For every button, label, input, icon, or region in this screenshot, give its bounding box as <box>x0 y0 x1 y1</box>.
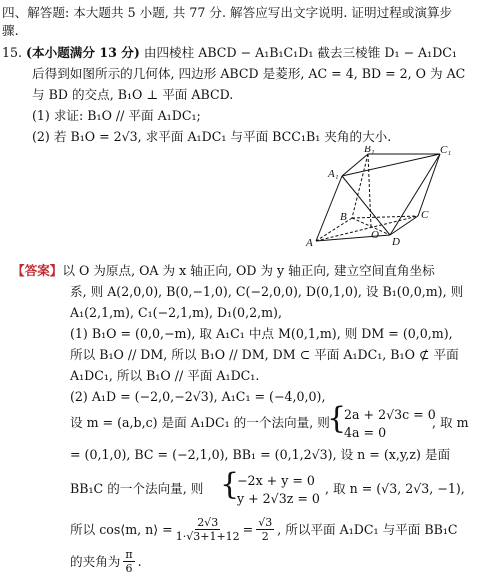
edge-A1C1 <box>342 154 440 176</box>
label-A1: A₁ <box>328 168 339 180</box>
system-brace-2: { <box>220 467 240 502</box>
fraction-2-numerator: √3 <box>258 516 273 529</box>
geometry-figure <box>300 146 480 250</box>
problem-number: 15. <box>2 45 23 60</box>
edge-CD <box>390 216 418 235</box>
fraction-1-numerator: 2√3 <box>197 516 219 529</box>
answer-line-11 <box>70 516 458 543</box>
label-B1: B₁ <box>364 146 375 155</box>
answer-text-12b: . <box>137 554 142 569</box>
system-2-eq-b: y + 2√3z = 0 <box>237 491 320 506</box>
edge-C1D <box>390 154 440 235</box>
fraction-2-denominator: 2 <box>261 530 269 543</box>
edge-A1D <box>342 176 390 235</box>
answer-line-8a: 设 m = (a,b,c) 是面 A₁DC₁ 的一个法向量, 则 <box>70 415 330 430</box>
answer-line-6: A₁DC₁, 所以 B₁O // 平面 A₁DC₁. <box>70 368 260 383</box>
answer-tag: 【答案】 <box>12 263 63 278</box>
answer-line-3: A₁(2,1,m), C₁(−2,1,m), D₁(0,2,m), <box>70 305 282 320</box>
fraction-2 <box>256 516 274 543</box>
answer-line-9: = (0,1,0), BC = (−2,1,0), BB₁ = (0,1,2√3), 设 n = (x,y,z) 是面 <box>70 447 451 462</box>
edge-B1O <box>368 154 371 227</box>
system-2-eq-a: −2x + y = 0 <box>237 473 315 488</box>
label-D: D <box>392 236 400 248</box>
system-1-eq-a: 2a + 2√3c = 0 <box>344 407 436 422</box>
answer-text-11c: , 所以平面 A₁DC₁ 与平面 BB₁C <box>277 522 458 537</box>
edge-AA1 <box>316 176 342 241</box>
edge-BC <box>352 216 418 218</box>
answer-line-10b: , 取 n = (√3, 2√3, −1), <box>325 481 465 496</box>
problem-line-2: 后得到如图所示的几何体, 四边形 ABCD 是菱形, AC = 4, BD = 2, O 为 AC <box>32 66 466 81</box>
edge-B1B <box>352 154 368 218</box>
answer-line-8b: , 取 m <box>432 415 469 430</box>
fraction-1 <box>176 516 240 543</box>
label-C1: C₁ <box>440 146 452 156</box>
label-O: O <box>371 229 379 241</box>
problem-text-1: 由四棱柱 ABCD − A₁B₁C₁D₁ 截去三棱锥 D₁ − A₁DC₁ <box>143 45 457 60</box>
problem-line-3: 与 BD 的交点, B₁O ⊥ 平面 ABCD. <box>32 87 234 102</box>
section-header: 四、解答题: 本大题共 5 小题, 共 77 分. 解答应写出文字说明. 证明过程或演算步 <box>2 5 453 20</box>
equals-sign: = <box>242 522 254 537</box>
problem-line-1 <box>2 44 457 61</box>
cos-label: 所以 cos⟨m, n⟩ = <box>70 522 173 537</box>
answer-line-4: (1) B₁O = (0,0,−m), 取 A₁C₁ 中点 M(0,1,m), 则 DM = (0,0,m), <box>70 326 453 341</box>
system-1-eq-b: 4a = 0 <box>344 425 387 440</box>
answer-line-12 <box>70 548 142 575</box>
fraction-3-numerator: π <box>125 548 133 561</box>
question-2: (2) 若 B₁O = 2√3, 求平面 A₁DC₁ 与平面 BCC₁B₁ 夹角的大小. <box>32 129 392 144</box>
label-A: A <box>306 237 313 249</box>
answer-line-5: 所以 B₁O // DM, 所以 B₁O // DM, DM ⊂ 平面 A₁DC₁, B₁O ⊄ 平面 <box>70 347 459 362</box>
answer-line-1 <box>12 262 435 279</box>
answer-line-10a: BB₁C 的一个法向量, 则 <box>70 481 204 496</box>
system-brace-1: { <box>327 401 347 436</box>
answer-line-7: (2) A₁D = (−2,0,−2√3), A₁C₁ = (−4,0,0), <box>70 389 326 404</box>
section-header-cont: 骤. <box>2 23 19 38</box>
fraction-3 <box>123 548 134 575</box>
label-B: B <box>340 211 347 223</box>
label-C: C <box>421 209 429 221</box>
fraction-3-denominator: 6 <box>125 562 133 575</box>
fraction-1-denominator: 1·√3+1+12 <box>175 530 240 543</box>
question-1: (1) 求证: B₁O // 平面 A₁DC₁; <box>32 108 201 123</box>
answer-text-12a: 的夹角为 <box>70 554 121 569</box>
answer-line-2: 系, 则 A(2,0,0), B(0,−1,0), C(−2,0,0), D(0,1,0), 设 B₁(0,0,m), 则 <box>70 284 464 299</box>
answer-text-1: 以 O 为原点, OA 为 x 轴正向, OD 为 y 轴正向, 建立空间直角坐标 <box>62 263 435 278</box>
problem-lead: (本小题满分 13 分) <box>26 45 140 60</box>
